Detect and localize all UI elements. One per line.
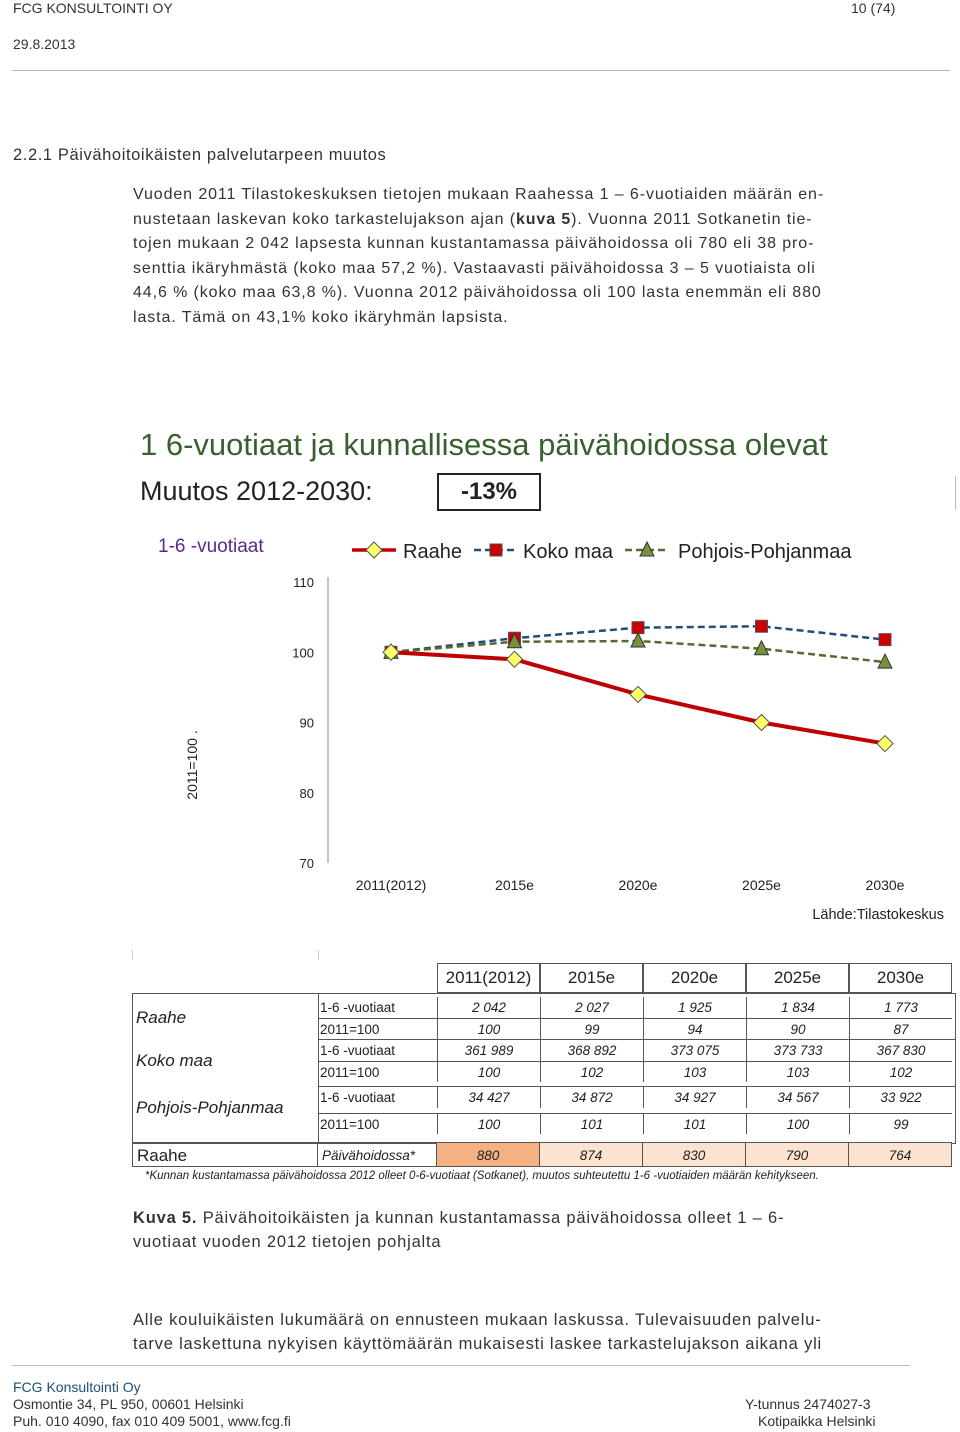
chart-legend: [352, 541, 852, 563]
header-divider: [12, 70, 950, 71]
body-paragraph: [133, 183, 953, 330]
table-cell: 103: [643, 1061, 746, 1082]
x-tick-label: 2011(2012): [355, 877, 427, 893]
body-paragraph-2: [133, 1308, 953, 1356]
table-care-region: Raahe: [132, 1142, 318, 1167]
table-cell: 34 927: [643, 1087, 746, 1108]
table-col-divider: [318, 993, 319, 1144]
table-row-label: 1-6 -vuotiaat: [320, 1000, 396, 1015]
table-tick-mark: [318, 950, 319, 960]
table-region-label: Koko maa: [136, 1051, 213, 1070]
figure-reference-link[interactable]: kuva 5: [515, 210, 572, 228]
legend-marker: [366, 542, 382, 558]
table-cell: 2 042: [437, 997, 540, 1018]
table-cell: 87: [849, 1018, 952, 1039]
table-cell: 100: [437, 1061, 540, 1082]
y-tick-label: 110: [293, 575, 314, 590]
table-cell: 99: [849, 1113, 952, 1134]
table-cell: 94: [643, 1018, 746, 1039]
x-tick-label: 2025e: [742, 877, 781, 893]
table-cell: 101: [540, 1113, 643, 1134]
paragraph-line: tojen mukaan 2 042 lapsesta kunnan kustantamassa päivähoidossa oli 780 eli 38 pro-: [133, 235, 815, 252]
table-cell: 99: [540, 1018, 643, 1039]
section-title: 2.2.1 Päivähoitoikäisten palvelutarpeen muutos: [13, 146, 387, 164]
table-cell: 100: [746, 1113, 849, 1134]
x-tick-label: 2020e: [618, 877, 658, 893]
paragraph-line: lasta. Tämä on 43,1% koko ikäryhmän lapsista.: [133, 308, 509, 326]
legend-label: Koko maa: [523, 541, 614, 563]
data-point-marker: [879, 634, 891, 646]
series-label: 1-6 -vuotiaat: [158, 536, 264, 557]
table-care-cell: 830: [643, 1142, 746, 1167]
paragraph-line: tarve laskettuna nykyisen käyttömäärän mukaisesti laskee tarkastelujakson aikana yli: [133, 1335, 823, 1353]
table-row-label: 1-6 -vuotiaat: [320, 1090, 396, 1105]
table-cell: 102: [540, 1061, 643, 1082]
y-axis-label: 2011=100 .: [184, 730, 200, 800]
paragraph-text: nustetaan laskevan koko tarkastelujakson ajan (: [133, 210, 516, 228]
table-cell: 100: [437, 1018, 540, 1039]
table-cell: 361 989: [437, 1040, 540, 1061]
table-footnote: *Kunnan kustantamassa päivähoidossa 2012 olleet 0-6-vuotiaat (Sotkanet), muutos suhteutettu 1-6 -vuotiaiden määrän kehitykseen.: [145, 1170, 819, 1182]
data-point-marker: [754, 715, 770, 731]
legend-label: Pohjois-Pohjanmaa: [678, 541, 852, 563]
table-row-label: 1-6 -vuotiaat: [320, 1043, 396, 1058]
table-region-label: Raahe: [136, 1008, 187, 1027]
table-cell: 1 925: [643, 997, 746, 1018]
header-date: 29.8.2013: [13, 36, 76, 52]
table-cell: 373 733: [746, 1040, 849, 1061]
data-point-marker: [630, 686, 646, 702]
table-cell: 1 773: [849, 997, 952, 1018]
table-cell: 34 872: [540, 1087, 643, 1108]
y-tick-label: 70: [299, 856, 314, 871]
table-cell: 367 830: [849, 1040, 952, 1061]
table-cell: 101: [643, 1113, 746, 1134]
y-tick-label: 80: [299, 785, 314, 801]
y-tick-label: 90: [299, 715, 314, 731]
caption-label: Kuva 5.: [133, 1209, 198, 1227]
data-table: [132, 963, 956, 1193]
footer-company: FCG Konsultointi Oy: [13, 1379, 141, 1395]
x-axis-ticks: [356, 877, 905, 893]
table-region-label: Pohjois-Pohjanmaa: [136, 1098, 284, 1117]
header-company: FCG KONSULTOINTI OY: [13, 0, 173, 16]
data-point-marker: [756, 620, 768, 632]
footer-address: Osmontie 34, PL 950, 00601 Helsinki: [13, 1396, 244, 1412]
table-care-cell: 764: [849, 1142, 952, 1167]
table-column-header: 2011(2012): [437, 963, 540, 993]
footer-phone: Puh. 010 4090, fax 010 409 5001, www.fcg.fi: [13, 1413, 291, 1429]
caption-line: vuotiaat vuoden 2012 tietojen pohjalta: [133, 1233, 442, 1251]
change-percentage-box: -13%: [437, 473, 541, 511]
line-chart: [0, 520, 960, 930]
table-cell: 33 922: [849, 1087, 952, 1108]
footer-domicile: Kotipaikka Helsinki: [758, 1413, 876, 1429]
table-column-header: 2025e: [746, 963, 849, 993]
data-point-marker: [877, 736, 893, 752]
table-row-divider: [318, 1086, 956, 1087]
data-point-marker: [632, 622, 644, 634]
figure-caption: [133, 1206, 953, 1254]
paragraph-line: Alle kouluikäisten lukumäärä on ennusteen mukaan laskussa. Tulevaisuuden palvelu-: [133, 1311, 822, 1329]
x-tick-label: 2030e: [865, 877, 905, 893]
chart-frame-edge: [955, 476, 956, 510]
caption-text: Päivähoitoikäisten ja kunnan kustantamassa päivähoidossa olleet 1 – 6-: [202, 1209, 785, 1227]
x-tick-label: 2015e: [495, 877, 534, 893]
y-axis-ticks: [292, 575, 314, 871]
table-row-label: 2011=100: [318, 1018, 438, 1039]
table-cell: 103: [746, 1061, 849, 1082]
table-cell: 34 567: [746, 1087, 849, 1108]
table-column-header: 2030e: [849, 963, 952, 993]
table-care-label: Päivähoidossa*: [318, 1142, 437, 1167]
paragraph-line: [133, 208, 953, 233]
table-cell: 373 075: [643, 1040, 746, 1061]
table-cell: 368 892: [540, 1040, 643, 1061]
table-cell: 102: [849, 1061, 952, 1082]
table-cell: 100: [437, 1113, 540, 1134]
table-cell: 1 834: [746, 997, 849, 1018]
chart-source: Lähde:Tilastokeskus: [812, 907, 944, 923]
table-care-cell: 880: [437, 1142, 540, 1167]
chart-series: [383, 620, 893, 751]
legend-marker: [490, 544, 502, 556]
footer-divider: [12, 1365, 910, 1366]
data-point-marker: [507, 651, 523, 667]
legend-label: Raahe: [403, 541, 462, 563]
header-page-number: 10 (74): [851, 0, 896, 16]
table-row-label: 2011=100: [318, 1113, 438, 1134]
table-care-cell: 790: [746, 1142, 849, 1167]
chart-title: 1 6-vuotiaat ja kunnallisessa päivähoidossa olevat: [140, 427, 828, 462]
table-cell: 90: [746, 1018, 849, 1039]
paragraph-line: 44,6 % (koko maa 63,8 %). Vuonna 2012 päivähoidossa oli 100 lasta enemmän eli 880: [133, 284, 822, 301]
caption-line: [133, 1206, 953, 1230]
table-column-header: 2020e: [643, 963, 746, 993]
table-tick-mark: [132, 950, 133, 960]
table-cell: 34 427: [437, 1087, 540, 1108]
paragraph-line: senttia ikäryhmästä (koko maa 57,2 %). Vastaavasti päivähoidossa 3 – 5 vuotiaista oli: [133, 259, 816, 277]
table-care-cell: 874: [540, 1142, 643, 1167]
table-row-label: 2011=100: [318, 1061, 438, 1082]
footer-business-id: Y-tunnus 2474027-3: [745, 1396, 871, 1412]
table-column-header: 2015e: [540, 963, 643, 993]
table-cell: 2 027: [540, 997, 643, 1018]
chart-subtitle: Muutos 2012-2030:: [140, 476, 373, 506]
paragraph-line: Vuoden 2011 Tilastokeskuksen tietojen mukaan Raahessa 1 – 6-vuotiaiden määrän en-: [133, 186, 825, 203]
y-tick-label: 100: [292, 645, 314, 661]
table-row-divider: [318, 1039, 956, 1040]
paragraph-text: ). Vuonna 2011 Sotkanetin tie-: [571, 210, 813, 228]
